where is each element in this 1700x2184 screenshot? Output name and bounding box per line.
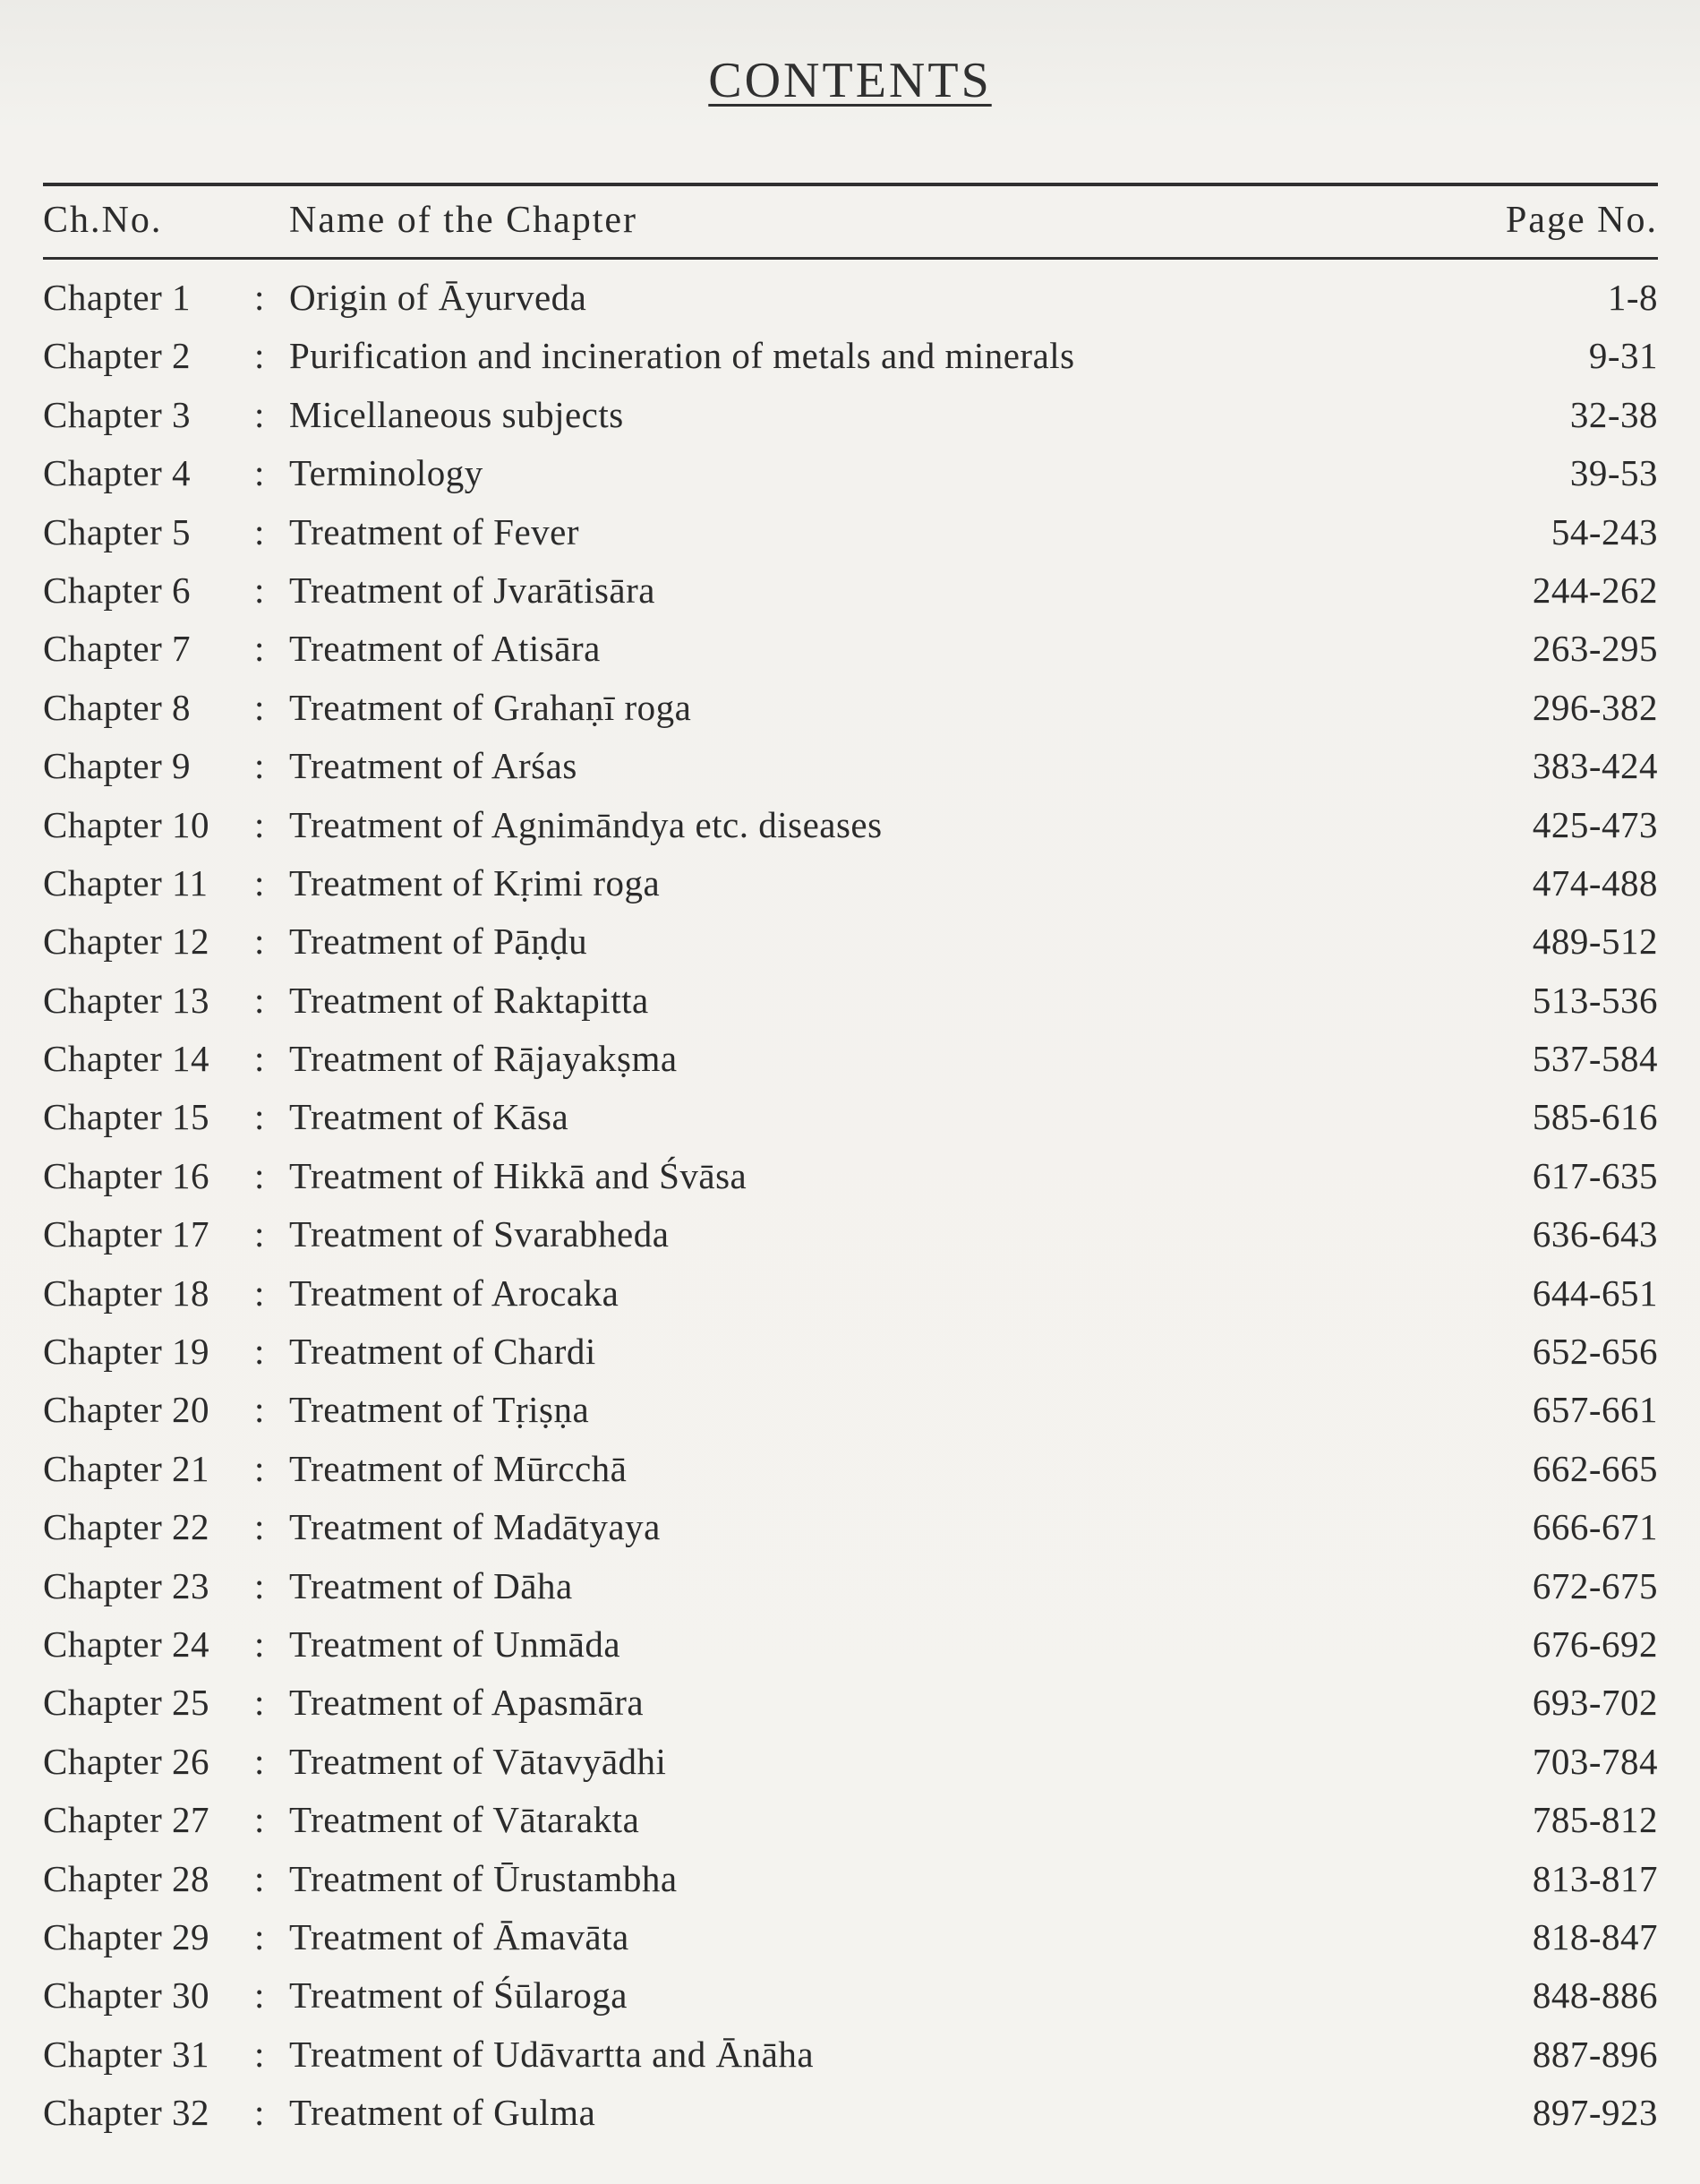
page-range: 263-295 bbox=[1532, 628, 1658, 670]
chapter-number: Chapter 2 bbox=[43, 335, 192, 377]
chapter-number: Chapter 32 bbox=[43, 2092, 210, 2134]
contents-row bbox=[43, 390, 1658, 448]
page-range: 818-847 bbox=[1532, 1915, 1658, 1957]
contents-row bbox=[43, 507, 1658, 565]
page-range: 785-812 bbox=[1532, 1799, 1658, 1841]
contents-row bbox=[43, 1384, 1658, 1443]
chapter-name: Treatment of Unmāda bbox=[289, 1623, 621, 1665]
contents-row bbox=[43, 1443, 1658, 1502]
chapter-name: Treatment of Dāha bbox=[289, 1564, 573, 1606]
chapter-name: Treatment of Kāsa bbox=[289, 1096, 569, 1138]
contents-row bbox=[43, 1912, 1658, 1970]
page-range: 39-53 bbox=[1569, 452, 1658, 494]
separator-colon: : bbox=[254, 979, 265, 1021]
chapter-number: Chapter 3 bbox=[43, 393, 192, 435]
chapter-name: Treatment of Hikkā and Śvāsa bbox=[289, 1154, 747, 1196]
separator-colon: : bbox=[254, 1682, 265, 1724]
chapter-number: Chapter 18 bbox=[43, 1272, 210, 1314]
page-range: 662-665 bbox=[1532, 1447, 1658, 1489]
chapter-name: Treatment of Grahaṇī roga bbox=[289, 686, 692, 728]
chapter-name: Treatment of Vātavyādhi bbox=[289, 1740, 667, 1782]
separator-colon: : bbox=[254, 1506, 265, 1548]
page-range: 813-817 bbox=[1532, 1857, 1658, 1899]
page-range: 537-584 bbox=[1532, 1038, 1658, 1080]
page-range: 489-512 bbox=[1532, 921, 1658, 963]
chapter-name: Treatment of Apasmāra bbox=[289, 1682, 645, 1724]
chapter-number: Chapter 5 bbox=[43, 510, 192, 552]
chapter-name: Treatment of Raktapitta bbox=[289, 979, 649, 1021]
page-title-text: CONTENTS bbox=[708, 53, 992, 108]
page-range: 383-424 bbox=[1532, 745, 1658, 787]
chapter-number: Chapter 22 bbox=[43, 1506, 210, 1548]
separator-colon: : bbox=[254, 1389, 265, 1431]
chapter-number: Chapter 15 bbox=[43, 1096, 210, 1138]
chapter-number: Chapter 28 bbox=[43, 1857, 210, 1899]
separator-colon: : bbox=[254, 745, 265, 787]
contents-row bbox=[43, 623, 1658, 681]
contents-row bbox=[43, 741, 1658, 799]
chapter-name: Treatment of Fever bbox=[289, 510, 580, 552]
separator-colon: : bbox=[254, 921, 265, 963]
chapter-name: Treatment of Tṛiṣṇa bbox=[289, 1389, 590, 1431]
separator-colon: : bbox=[254, 393, 265, 435]
contents-row bbox=[43, 1502, 1658, 1560]
contents-row bbox=[43, 858, 1658, 916]
page-range: 1-8 bbox=[1607, 277, 1658, 318]
chapter-number: Chapter 24 bbox=[43, 1623, 210, 1665]
page-range: 32-38 bbox=[1569, 393, 1658, 435]
chapter-number: Chapter 30 bbox=[43, 1974, 210, 2017]
chapter-number: Chapter 8 bbox=[43, 686, 192, 728]
page-range: 657-661 bbox=[1532, 1389, 1658, 1431]
chapter-number: Chapter 4 bbox=[43, 452, 192, 494]
page-range: 897-923 bbox=[1532, 2092, 1658, 2134]
separator-colon: : bbox=[254, 2033, 265, 2075]
chapter-number: Chapter 7 bbox=[43, 628, 192, 670]
separator-colon: : bbox=[254, 1447, 265, 1489]
page-range: 672-675 bbox=[1532, 1564, 1658, 1606]
chapter-name: Treatment of Vātarakta bbox=[289, 1799, 640, 1841]
separator-colon: : bbox=[254, 803, 265, 845]
chapter-number: Chapter 25 bbox=[43, 1682, 210, 1724]
chapter-number: Chapter 21 bbox=[43, 1447, 210, 1489]
chapter-number: Chapter 13 bbox=[43, 979, 210, 1021]
chapter-name: Treatment of Ūrustambha bbox=[289, 1857, 678, 1899]
contents-row bbox=[43, 1092, 1658, 1150]
contents-row bbox=[43, 1736, 1658, 1794]
page-title bbox=[0, 52, 1700, 109]
chapter-name: Treatment of Arocaka bbox=[289, 1272, 619, 1314]
header-chapter-name: Name of the Chapter bbox=[289, 200, 638, 241]
chapter-number: Chapter 12 bbox=[43, 921, 210, 963]
chapter-name: Treatment of Mūrcchā bbox=[289, 1447, 628, 1489]
chapter-name: Treatment of Kṛimi roga bbox=[289, 861, 661, 904]
page-range: 693-702 bbox=[1532, 1682, 1658, 1724]
separator-colon: : bbox=[254, 1915, 265, 1957]
separator-colon: : bbox=[254, 1799, 265, 1841]
separator-colon: : bbox=[254, 277, 265, 318]
contents-row bbox=[43, 1677, 1658, 1735]
separator-colon: : bbox=[254, 1740, 265, 1782]
separator-colon: : bbox=[254, 1331, 265, 1373]
page-range: 676-692 bbox=[1532, 1623, 1658, 1665]
contents-row bbox=[43, 1619, 1658, 1677]
separator-colon: : bbox=[254, 1857, 265, 1899]
chapter-number: Chapter 26 bbox=[43, 1740, 210, 1782]
chapter-number: Chapter 29 bbox=[43, 1915, 210, 1957]
contents-row bbox=[43, 565, 1658, 623]
page-range: 887-896 bbox=[1532, 2033, 1658, 2075]
chapter-name: Treatment of Jvarātisāra bbox=[289, 569, 655, 611]
page-range: 652-656 bbox=[1532, 1331, 1658, 1373]
page-range: 636-643 bbox=[1532, 1213, 1658, 1255]
chapter-number: Chapter 27 bbox=[43, 1799, 210, 1841]
contents-row bbox=[43, 1151, 1658, 1209]
contents-row bbox=[43, 1794, 1658, 1853]
chapter-number: Chapter 14 bbox=[43, 1038, 210, 1080]
chapter-name: Purification and incineration of metals and minerals bbox=[289, 335, 1075, 377]
header-rule bbox=[43, 257, 1658, 260]
chapter-name: Treatment of Arśas bbox=[289, 745, 577, 787]
chapter-number: Chapter 16 bbox=[43, 1154, 210, 1196]
chapter-name: Treatment of Madātyaya bbox=[289, 1506, 661, 1548]
contents-row bbox=[43, 2087, 1658, 2145]
contents-row bbox=[43, 330, 1658, 389]
separator-colon: : bbox=[254, 1623, 265, 1665]
separator-colon: : bbox=[254, 1213, 265, 1255]
contents-row bbox=[43, 1561, 1658, 1619]
separator-colon: : bbox=[254, 1096, 265, 1138]
chapter-number: Chapter 1 bbox=[43, 277, 192, 318]
header-chapter-number: Ch.No. bbox=[43, 200, 163, 241]
chapter-number: Chapter 9 bbox=[43, 745, 192, 787]
separator-colon: : bbox=[254, 2092, 265, 2134]
contents-row bbox=[43, 916, 1658, 974]
contents-row bbox=[43, 2029, 1658, 2087]
contents-row bbox=[43, 1854, 1658, 1912]
separator-colon: : bbox=[254, 628, 265, 670]
page-range: 244-262 bbox=[1532, 569, 1658, 611]
separator-colon: : bbox=[254, 510, 265, 552]
chapter-number: Chapter 19 bbox=[43, 1331, 210, 1373]
contents-row bbox=[43, 1209, 1658, 1267]
contents-row bbox=[43, 448, 1658, 506]
chapter-name: Treatment of Āmavāta bbox=[289, 1915, 629, 1957]
separator-colon: : bbox=[254, 861, 265, 904]
separator-colon: : bbox=[254, 1154, 265, 1196]
page-range: 54-243 bbox=[1551, 510, 1658, 552]
chapter-number: Chapter 10 bbox=[43, 803, 210, 845]
separator-colon: : bbox=[254, 452, 265, 494]
separator-colon: : bbox=[254, 1564, 265, 1606]
separator-colon: : bbox=[254, 335, 265, 377]
separator-colon: : bbox=[254, 1974, 265, 2017]
contents-row bbox=[43, 800, 1658, 858]
chapter-name: Treatment of Agnimāndya etc. diseases bbox=[289, 803, 883, 845]
chapter-name: Treatment of Gulma bbox=[289, 2092, 596, 2134]
chapter-name: Treatment of Pāṇḍu bbox=[289, 921, 588, 963]
chapter-name: Terminology bbox=[289, 452, 483, 494]
contents-row bbox=[43, 975, 1658, 1033]
page-range: 513-536 bbox=[1532, 979, 1658, 1021]
page-range: 474-488 bbox=[1532, 861, 1658, 904]
page-range: 296-382 bbox=[1532, 686, 1658, 728]
page-range: 585-616 bbox=[1532, 1096, 1658, 1138]
chapter-name: Treatment of Udāvartta and Ānāha bbox=[289, 2033, 815, 2075]
chapter-name: Treatment of Svarabheda bbox=[289, 1213, 670, 1255]
contents-row bbox=[43, 272, 1658, 330]
table-header bbox=[43, 199, 1658, 249]
contents-row bbox=[43, 1033, 1658, 1092]
chapter-name: Treatment of Śūlaroga bbox=[289, 1974, 628, 2017]
chapter-name: Treatment of Chardi bbox=[289, 1331, 596, 1373]
contents-row bbox=[43, 682, 1658, 741]
chapter-number: Chapter 11 bbox=[43, 861, 209, 904]
page-range: 703-784 bbox=[1532, 1740, 1658, 1782]
page-range: 644-651 bbox=[1532, 1272, 1658, 1314]
separator-colon: : bbox=[254, 569, 265, 611]
page-range: 617-635 bbox=[1532, 1154, 1658, 1196]
contents-row bbox=[43, 1970, 1658, 2028]
chapter-number: Chapter 17 bbox=[43, 1213, 210, 1255]
page-range: 666-671 bbox=[1532, 1506, 1658, 1548]
chapter-name: Origin of Āyurveda bbox=[289, 277, 587, 318]
chapter-name: Treatment of Rājayakṣma bbox=[289, 1038, 678, 1080]
chapter-name: Micellaneous subjects bbox=[289, 393, 624, 435]
page-range: 9-31 bbox=[1588, 335, 1658, 377]
chapter-name: Treatment of Atisāra bbox=[289, 628, 601, 670]
page-range: 848-886 bbox=[1532, 1974, 1658, 2017]
contents-row bbox=[43, 1326, 1658, 1384]
chapter-number: Chapter 31 bbox=[43, 2033, 210, 2075]
page-range: 425-473 bbox=[1532, 803, 1658, 845]
separator-colon: : bbox=[254, 1038, 265, 1080]
contents-list bbox=[43, 272, 1658, 2146]
chapter-number: Chapter 23 bbox=[43, 1564, 210, 1606]
contents-row bbox=[43, 1268, 1658, 1326]
top-rule bbox=[43, 183, 1658, 186]
separator-colon: : bbox=[254, 686, 265, 728]
chapter-number: Chapter 20 bbox=[43, 1389, 210, 1431]
header-page-number: Page No. bbox=[1506, 200, 1658, 241]
separator-colon: : bbox=[254, 1272, 265, 1314]
chapter-number: Chapter 6 bbox=[43, 569, 192, 611]
